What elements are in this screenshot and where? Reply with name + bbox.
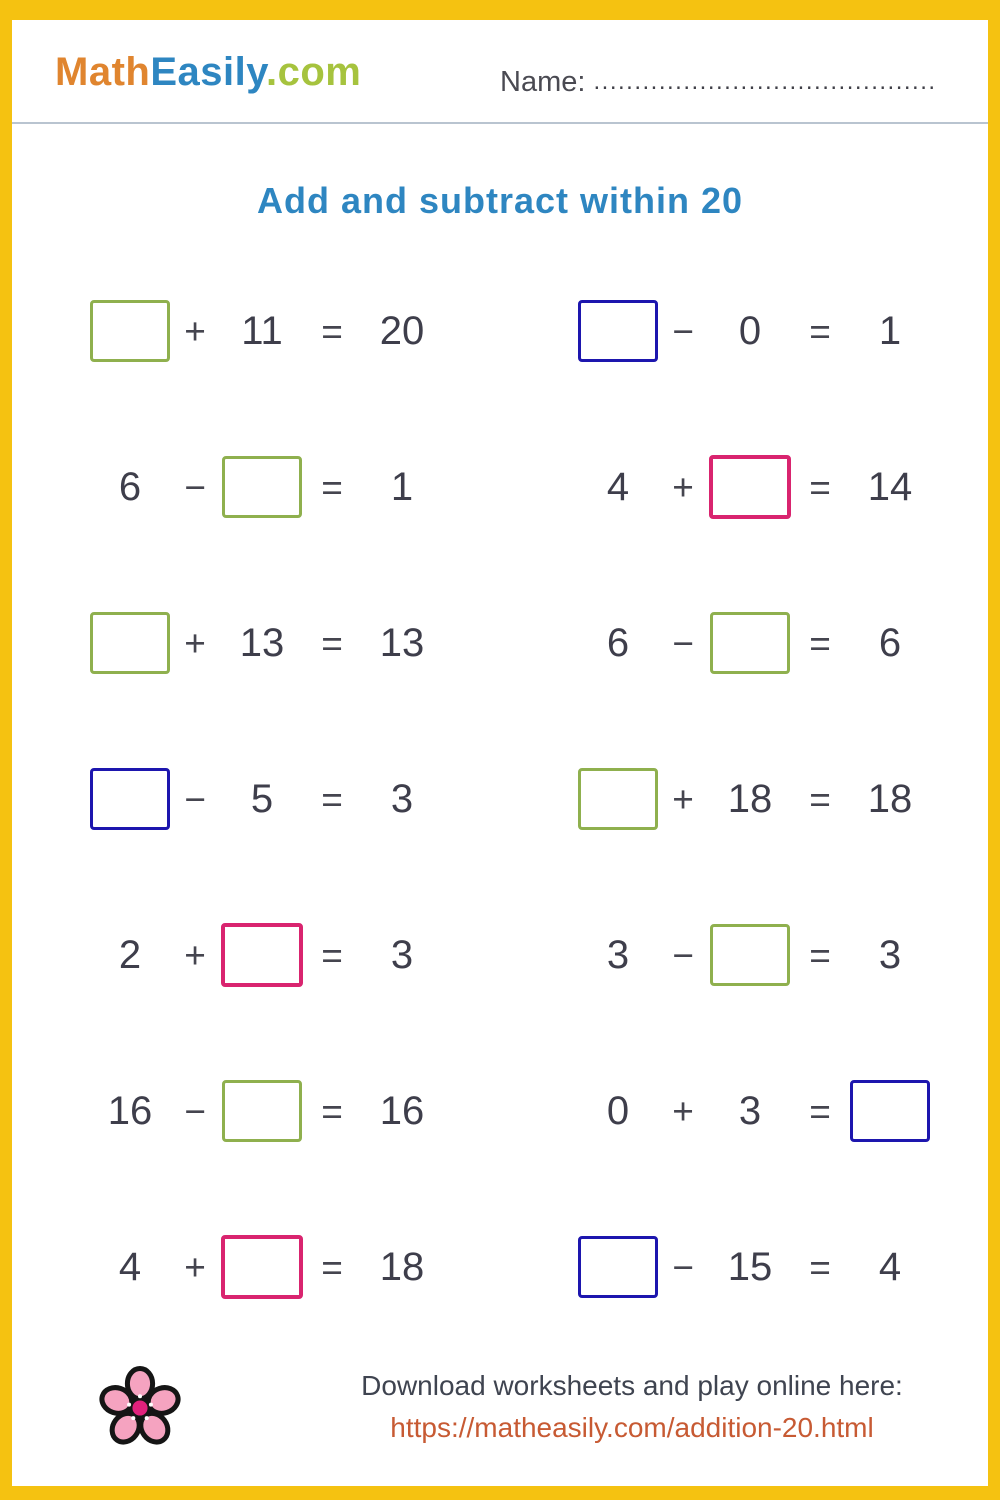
slot — [792, 622, 848, 664]
number: 0 — [606, 1089, 630, 1133]
slot — [792, 778, 848, 820]
slot — [360, 311, 444, 351]
number: 16 — [107, 1089, 153, 1133]
answer-box[interactable] — [221, 1235, 303, 1299]
slot — [848, 1080, 932, 1142]
slot — [578, 1236, 658, 1298]
problem-left-3 — [12, 565, 500, 721]
problem-right-4 — [500, 721, 988, 877]
operator: − — [672, 622, 694, 664]
equals-sign: = — [809, 466, 831, 508]
problem-right-7 — [500, 1189, 988, 1345]
name-label: Name: — [500, 66, 586, 98]
problem-right-5 — [500, 877, 988, 1033]
slot — [90, 467, 170, 507]
footer-text — [302, 1370, 962, 1444]
slot — [90, 1091, 170, 1131]
slot — [90, 612, 170, 674]
problem-left-5 — [12, 877, 500, 1033]
problem-left-4 — [12, 721, 500, 877]
number: 5 — [250, 777, 274, 821]
slot — [708, 779, 792, 819]
slot — [220, 456, 304, 518]
slot — [304, 622, 360, 664]
operator: − — [184, 466, 206, 508]
worksheet — [12, 20, 988, 1486]
name-field — [500, 66, 937, 99]
equals-sign: = — [321, 466, 343, 508]
operator: − — [184, 778, 206, 820]
problem-left-6 — [12, 1033, 500, 1189]
slot — [792, 466, 848, 508]
footer-link[interactable]: https://matheasily.com/addition-20.html — [390, 1412, 874, 1443]
answer-box[interactable] — [90, 612, 170, 674]
operator: + — [184, 622, 206, 664]
slot — [360, 1247, 444, 1287]
slot — [220, 779, 304, 819]
answer-box[interactable] — [850, 1080, 930, 1142]
number: 1 — [878, 309, 902, 353]
operator: + — [672, 1090, 694, 1132]
operator: + — [672, 466, 694, 508]
slot — [578, 768, 658, 830]
slot — [792, 934, 848, 976]
number: 11 — [241, 309, 283, 353]
slot — [848, 935, 932, 975]
problem-left-1 — [12, 253, 500, 409]
slot — [578, 935, 658, 975]
slot — [658, 310, 708, 352]
slot — [708, 924, 792, 986]
slot — [658, 622, 708, 664]
slot — [170, 778, 220, 820]
slot — [578, 467, 658, 507]
problem-right-2 — [500, 409, 988, 565]
slot — [792, 1090, 848, 1132]
site-logo — [55, 50, 361, 95]
slot — [90, 768, 170, 830]
slot — [848, 311, 932, 351]
slot — [90, 935, 170, 975]
problem-right-3 — [500, 565, 988, 721]
slot — [658, 778, 708, 820]
answer-box[interactable] — [222, 1080, 302, 1142]
slot — [708, 612, 792, 674]
slot — [170, 934, 220, 976]
slot — [304, 310, 360, 352]
number: 3 — [390, 777, 414, 821]
number: 16 — [379, 1089, 425, 1133]
equals-sign: = — [321, 310, 343, 352]
slot — [708, 1247, 792, 1287]
header — [12, 20, 988, 124]
slot — [220, 1080, 304, 1142]
slot — [360, 467, 444, 507]
equals-sign: = — [809, 778, 831, 820]
slot — [220, 311, 304, 351]
logo-easily: Easily — [150, 50, 267, 94]
answer-box[interactable] — [90, 300, 170, 362]
equals-sign: = — [321, 1090, 343, 1132]
slot — [360, 623, 444, 663]
equals-sign: = — [321, 1246, 343, 1288]
slot — [170, 622, 220, 664]
number: 1 — [390, 465, 414, 509]
operator: − — [672, 1246, 694, 1288]
answer-box[interactable] — [578, 300, 658, 362]
slot — [220, 623, 304, 663]
equals-sign: = — [809, 1246, 831, 1288]
number: 4 — [118, 1245, 142, 1289]
footer-message: Download worksheets and play online here: — [361, 1370, 903, 1401]
number: 3 — [878, 933, 902, 977]
slot — [848, 467, 932, 507]
problem-left-7 — [12, 1189, 500, 1345]
slot — [658, 466, 708, 508]
equals-sign: = — [809, 1090, 831, 1132]
number: 18 — [379, 1245, 425, 1289]
slot — [220, 923, 304, 987]
slot — [304, 1246, 360, 1288]
logo-com: .com — [266, 50, 362, 94]
equals-sign: = — [321, 934, 343, 976]
slot — [792, 1246, 848, 1288]
answer-box[interactable] — [578, 768, 658, 830]
answer-box[interactable] — [578, 1236, 658, 1298]
slot — [708, 1091, 792, 1131]
slot — [848, 623, 932, 663]
operator: + — [184, 1246, 206, 1288]
problem-right-6 — [500, 1033, 988, 1189]
number: 0 — [738, 309, 762, 353]
slot — [848, 1247, 932, 1287]
slot — [170, 1246, 220, 1288]
operator: − — [184, 1090, 206, 1132]
operator: − — [672, 310, 694, 352]
slot — [848, 779, 932, 819]
number: 15 — [727, 1245, 773, 1289]
answer-box[interactable] — [90, 768, 170, 830]
slot — [792, 310, 848, 352]
slot — [304, 466, 360, 508]
equals-sign: = — [809, 622, 831, 664]
answer-box[interactable] — [221, 923, 303, 987]
slot — [658, 1090, 708, 1132]
cherry-blossom-icon — [98, 1366, 182, 1450]
slot — [170, 466, 220, 508]
answer-box[interactable] — [710, 612, 790, 674]
problem-right-1 — [500, 253, 988, 409]
slot — [360, 935, 444, 975]
slot — [90, 300, 170, 362]
operator: + — [184, 310, 206, 352]
number: 6 — [118, 465, 142, 509]
problem-left-2 — [12, 409, 500, 565]
answer-box[interactable] — [709, 455, 791, 519]
name-blank-line[interactable]: .......................................... — [593, 68, 937, 95]
number: 13 — [379, 621, 425, 665]
equals-sign: = — [321, 778, 343, 820]
slot — [578, 300, 658, 362]
number: 3 — [738, 1089, 762, 1133]
operator: + — [672, 778, 694, 820]
slot — [578, 1091, 658, 1131]
number: 18 — [727, 777, 773, 821]
number: 2 — [118, 933, 142, 977]
answer-box[interactable] — [222, 456, 302, 518]
equals-sign: = — [809, 310, 831, 352]
logo-math: Math — [55, 50, 151, 94]
answer-box[interactable] — [710, 924, 790, 986]
slot — [170, 310, 220, 352]
operator: + — [184, 934, 206, 976]
problems-grid — [12, 253, 988, 1345]
footer — [12, 1364, 988, 1460]
slot — [170, 1090, 220, 1132]
number: 18 — [867, 777, 913, 821]
slot — [360, 1091, 444, 1131]
slot — [658, 934, 708, 976]
worksheet-title: Add and subtract within 20 — [256, 180, 744, 221]
number: 20 — [379, 309, 425, 353]
slot — [304, 1090, 360, 1132]
number: 3 — [390, 933, 414, 977]
equals-sign: = — [321, 622, 343, 664]
number: 3 — [606, 933, 630, 977]
number: 4 — [606, 465, 630, 509]
equals-sign: = — [809, 934, 831, 976]
slot — [708, 455, 792, 519]
slot — [304, 778, 360, 820]
slot — [708, 311, 792, 351]
slot — [304, 934, 360, 976]
number: 6 — [878, 621, 902, 665]
number: 14 — [867, 465, 913, 509]
number: 13 — [239, 621, 285, 665]
slot — [220, 1235, 304, 1299]
number: 4 — [878, 1245, 902, 1289]
slot — [578, 623, 658, 663]
operator: − — [672, 934, 694, 976]
slot — [658, 1246, 708, 1288]
number: 6 — [606, 621, 630, 665]
slot — [360, 779, 444, 819]
slot — [90, 1247, 170, 1287]
